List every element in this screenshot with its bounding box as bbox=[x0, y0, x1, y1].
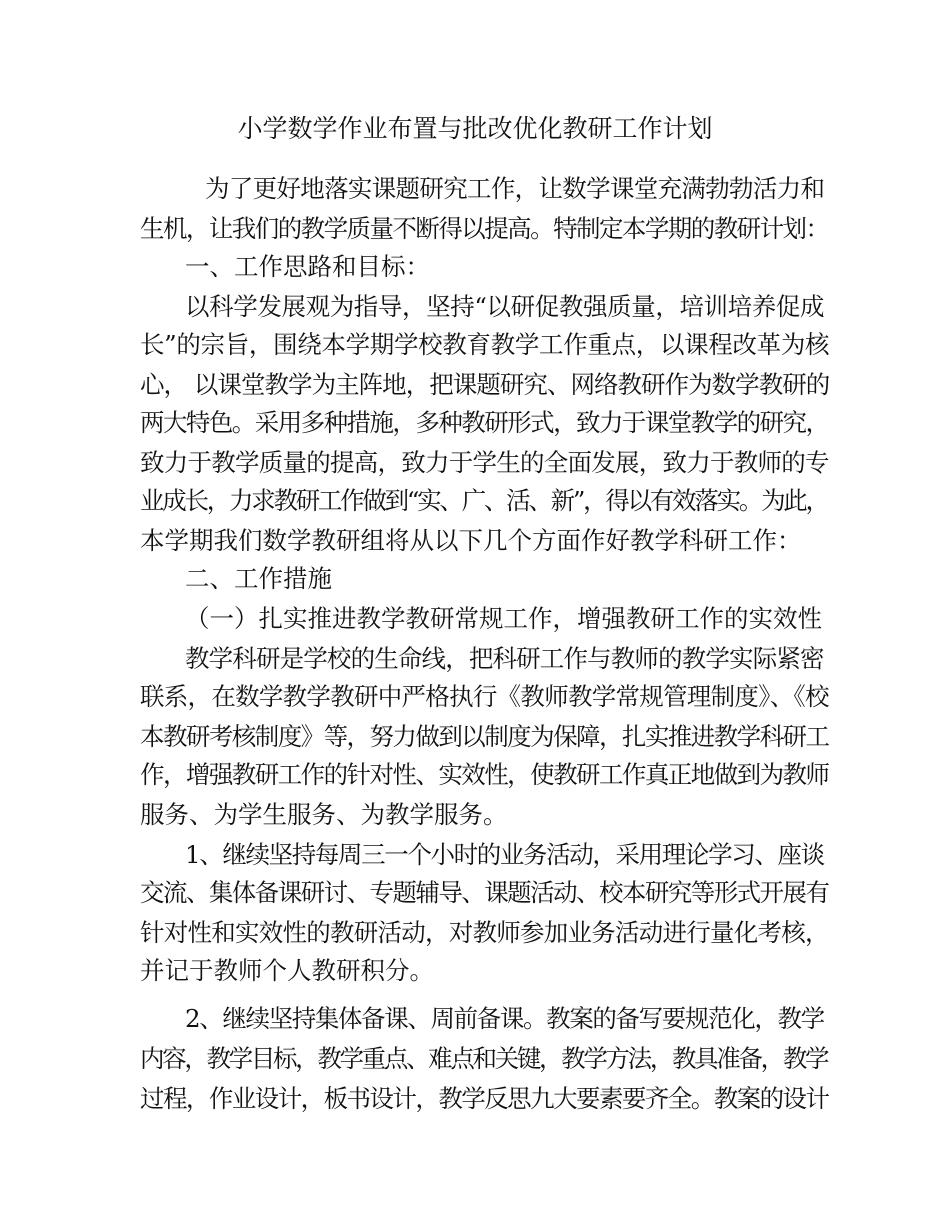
paragraph-line: 致力于教学质量的提高，致力于学生的全面发展，致力于教师的专 bbox=[140, 448, 829, 477]
paragraph-line: 联系，在数学教学教研中严格执行《教师教学常规管理制度》、《校 bbox=[140, 682, 829, 711]
paragraph-line: 教学科研是学校的生命线，把科研工作与教师的教学实际紧密 bbox=[185, 644, 824, 673]
paragraph-line: 过程，作业设计，板书设计，教学反思九大要素要齐全。教案的设计 bbox=[140, 1084, 829, 1113]
list-item: 2、继续坚持集体备课、周前备课。教案的备写要规范化，教学 bbox=[185, 1004, 824, 1033]
paragraph-line: 本教研考核制度》等，努力做到以制度为保障，扎实推进教学科研工 bbox=[140, 722, 829, 751]
paragraph-line: 交流、集体备课研讨、专题辅导、课题活动、校本研究等形式开展有 bbox=[140, 878, 829, 907]
section-heading: 一、工作思路和目标： bbox=[185, 252, 430, 281]
section-heading: 二、工作措施 bbox=[185, 564, 332, 593]
subsection-heading: （一）扎实推进教学教研常规工作，增强教研工作的实效性 bbox=[185, 604, 822, 633]
paragraph-line: 生机，让我们的教学质量不断得以提高。特制定本学期的教研计划： bbox=[140, 214, 829, 243]
paragraph-line: 针对性和实效性的教研活动，对教师参加业务活动进行量化考核， bbox=[140, 918, 829, 947]
paragraph-line: 为了更好地落实课题研究工作，让数学课堂充满勃勃活力和 bbox=[205, 174, 825, 203]
paragraph-line: 心， 以课堂教学为主阵地，把课题研究、网络教研作为数学教研的 bbox=[140, 370, 830, 399]
paragraph-line: 长”的宗旨，围绕本学期学校教育教学工作重点，以课程改革为核 bbox=[140, 330, 830, 359]
paragraph-line: 以科学发展观为指导，坚持“以研促教强质量，培训培养促成 bbox=[185, 292, 825, 321]
list-item: 1、继续坚持每周三一个小时的业务活动，采用理论学习、座谈 bbox=[185, 840, 824, 869]
paragraph-line: 作，增强教研工作的针对性、实效性，使教研工作真正地做到为教师 bbox=[140, 760, 829, 789]
paragraph-line: 服务、为学生服务、为教学服务。 bbox=[140, 800, 508, 829]
document-title: 小学数学作业布置与批改优化教研工作计划 bbox=[237, 114, 713, 143]
paragraph-line: 并记于教师个人教研积分。 bbox=[140, 956, 434, 985]
paragraph-line: 业成长，力求教研工作做到“实、广、活、新”，得以有效落实。为此， bbox=[140, 486, 828, 515]
paragraph-line: 两大特色。采用多种措施，多种教研形式，致力于课堂教学的研究， bbox=[140, 408, 829, 437]
paragraph-line: 本学期我们数学教研组将从以下几个方面作好教学科研工作： bbox=[140, 526, 802, 555]
paragraph-line: 内容，教学目标，教学重点、难点和关键，教学方法，教具准备，教学 bbox=[140, 1044, 828, 1073]
